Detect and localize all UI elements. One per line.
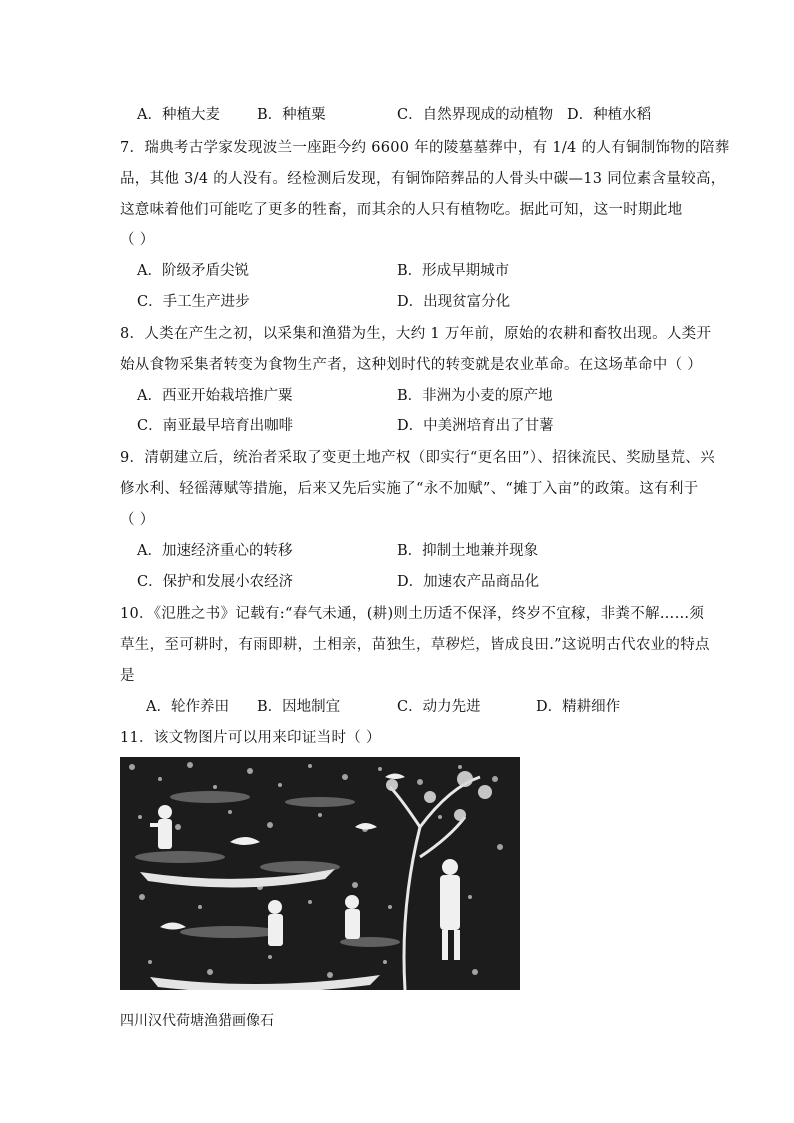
q9-option-a: A．加速经济重心的转移 xyxy=(137,543,293,559)
q7-option-c: C．手工生产进步 xyxy=(137,294,250,310)
q9-stem-line1: 9．清朝建立后，统治者采取了变更土地产权（即实行“更名田”）、招徕流民、奖励垦荒、兴 xyxy=(120,450,715,466)
q10-option-d: D．精耕细作 xyxy=(536,699,621,715)
q10-stem-line3: 是 xyxy=(120,668,135,684)
q7-stem-line2: 品，其他 3/4 的人没有。经检测后发现，有铜饰陪葬品的人骨头中碳—13 同位素含量较高， xyxy=(120,171,726,187)
q6-option-a: A．种植大麦 xyxy=(137,107,220,123)
image-caption: 四川汉代荷塘渔猎画像石 xyxy=(120,1013,274,1029)
q6-option-d: D．种植水稻 xyxy=(567,107,652,123)
q6-option-b: B．种植粟 xyxy=(257,107,326,123)
q7-answer-paren: （ ） xyxy=(120,232,155,248)
q9-option-c: C．保护和发展小农经济 xyxy=(137,574,294,590)
q9-answer-paren: （ ） xyxy=(120,512,155,528)
q8-stem-line2: 始从食物采集者转变为食物生产者，这种划时代的转变就是农业革命。在这场革命中（ ） xyxy=(120,357,703,373)
q8-stem-line1: 8．人类在产生之初，以采集和渔猎为生，大约 1 万年前，原始的农耕和畜牧出现。人类开 xyxy=(120,326,712,342)
q7-option-b: B．形成早期城市 xyxy=(397,263,510,279)
q9-option-b: B．抑制土地兼并现象 xyxy=(397,543,539,559)
q10-stem-line2: 草生，至可耕时，有雨即耕，土相亲，苗独生，草秽烂，皆成良田.”这说明古代农业的特点 xyxy=(120,637,710,653)
q8-option-d: D．中美洲培育出了甘薯 xyxy=(397,418,554,434)
q8-option-c: C．南亚最早培育出咖啡 xyxy=(137,418,294,434)
q8-option-b: B．非洲为小麦的原产地 xyxy=(397,388,553,404)
stone-relief-rubbing-image xyxy=(120,757,520,990)
q8-option-a: A．西亚开始栽培推广粟 xyxy=(137,388,293,404)
q7-stem-line3: 这意味着他们可能吃了更多的牲畜，而其余的人只有植物吃。据此可知，这一时期此地 xyxy=(120,202,683,218)
q10-option-a: A．轮作养田 xyxy=(146,699,229,715)
q7-stem-line1: 7．瑞典考古学家发现波兰一座距今约 6600 年的陵墓墓葬中，有 1/4 的人有铜制饰物的陪葬 xyxy=(120,140,730,156)
q10-option-c: C．动力先进 xyxy=(397,699,481,715)
q11-stem: 11．该文物图片可以用来印证当时（ ） xyxy=(120,730,381,746)
q9-stem-line2: 修水利、轻徭薄赋等措施，后来又先后实施了“永不加赋”、“摊丁入亩”的政策。这有利于 xyxy=(120,481,699,497)
q6-option-c: C．自然界现成的动植物 xyxy=(397,107,554,123)
q10-option-b: B．因地制宜 xyxy=(257,699,341,715)
q10-stem-line1: 10．《氾胜之书》记载有:“春气未通，(耕)则土历适不保泽，终岁不宜稼，非粪不解……须 xyxy=(120,606,705,622)
q9-option-d: D．加速农产品商品化 xyxy=(397,574,540,590)
q7-option-a: A．阶级矛盾尖锐 xyxy=(137,263,249,279)
q7-option-d: D．出现贫富分化 xyxy=(397,294,511,310)
